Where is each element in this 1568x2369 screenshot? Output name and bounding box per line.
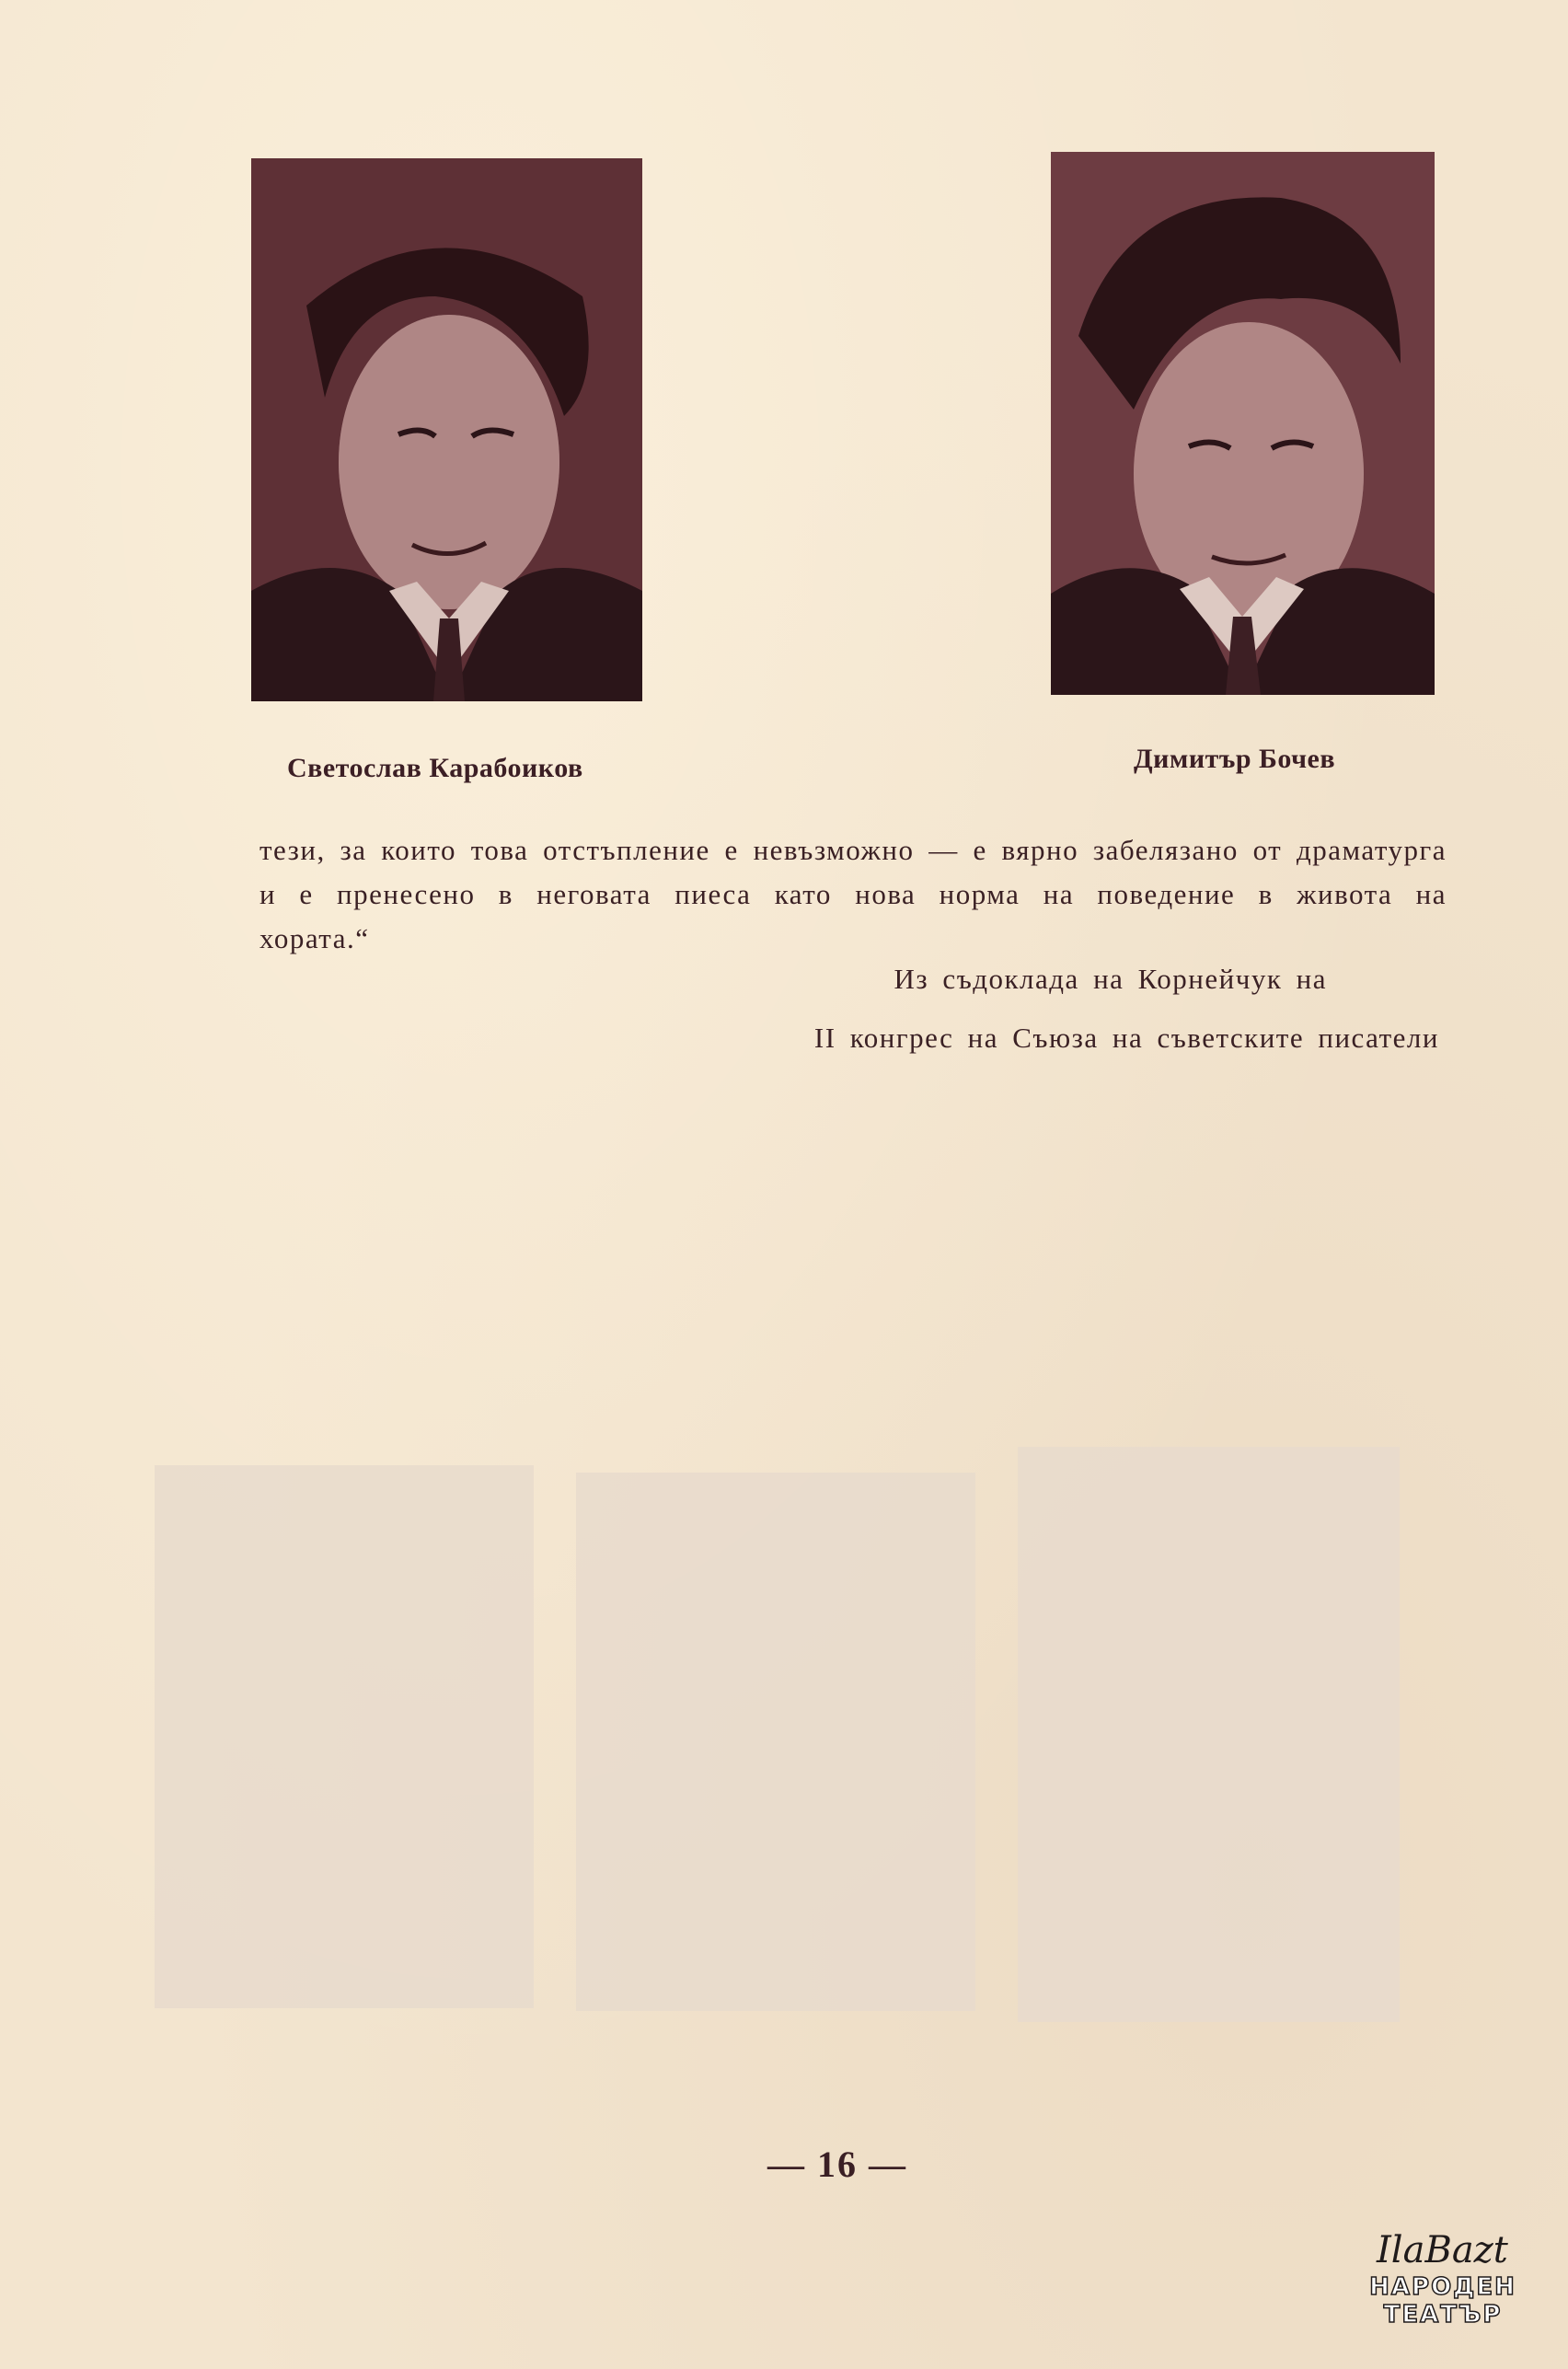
quote-source-line-1: Из съдоклада на Корнейчук на [894, 963, 1327, 995]
portrait-image [1051, 152, 1435, 695]
page-number: — 16 — [767, 2144, 907, 2185]
quote-text: тези, за които това отстъпление е невъзможно — е вярно забелязано от драматурга и е пренесено в неговата пиеса като нова норма на поведение в живота на хората.“ [259, 834, 1447, 954]
quote-source-line-2: II конгрес на Съюза на съветските писатели [813, 1022, 1439, 1054]
caption-bochev: Димитър Бочев [1134, 744, 1336, 774]
logo-signature: IlaBazt [1377, 2229, 1508, 2271]
faded-photo-2 [576, 1473, 975, 2011]
portrait-image [251, 158, 642, 701]
portrait-photo-bochev [1051, 152, 1435, 695]
portrait-photo-karaboikov [251, 158, 642, 701]
quote-paragraph [259, 828, 1447, 961]
caption-karaboikov: Светослав Карабоиков [287, 753, 583, 783]
logo-line-1: НАРОДЕН [1369, 2273, 1516, 2301]
logo-line-2: ТЕАТЪР [1383, 2301, 1503, 2329]
faded-photo-3 [1018, 1447, 1400, 2022]
faded-photo-1 [155, 1465, 534, 2008]
theatre-logo [1360, 2227, 1526, 2338]
